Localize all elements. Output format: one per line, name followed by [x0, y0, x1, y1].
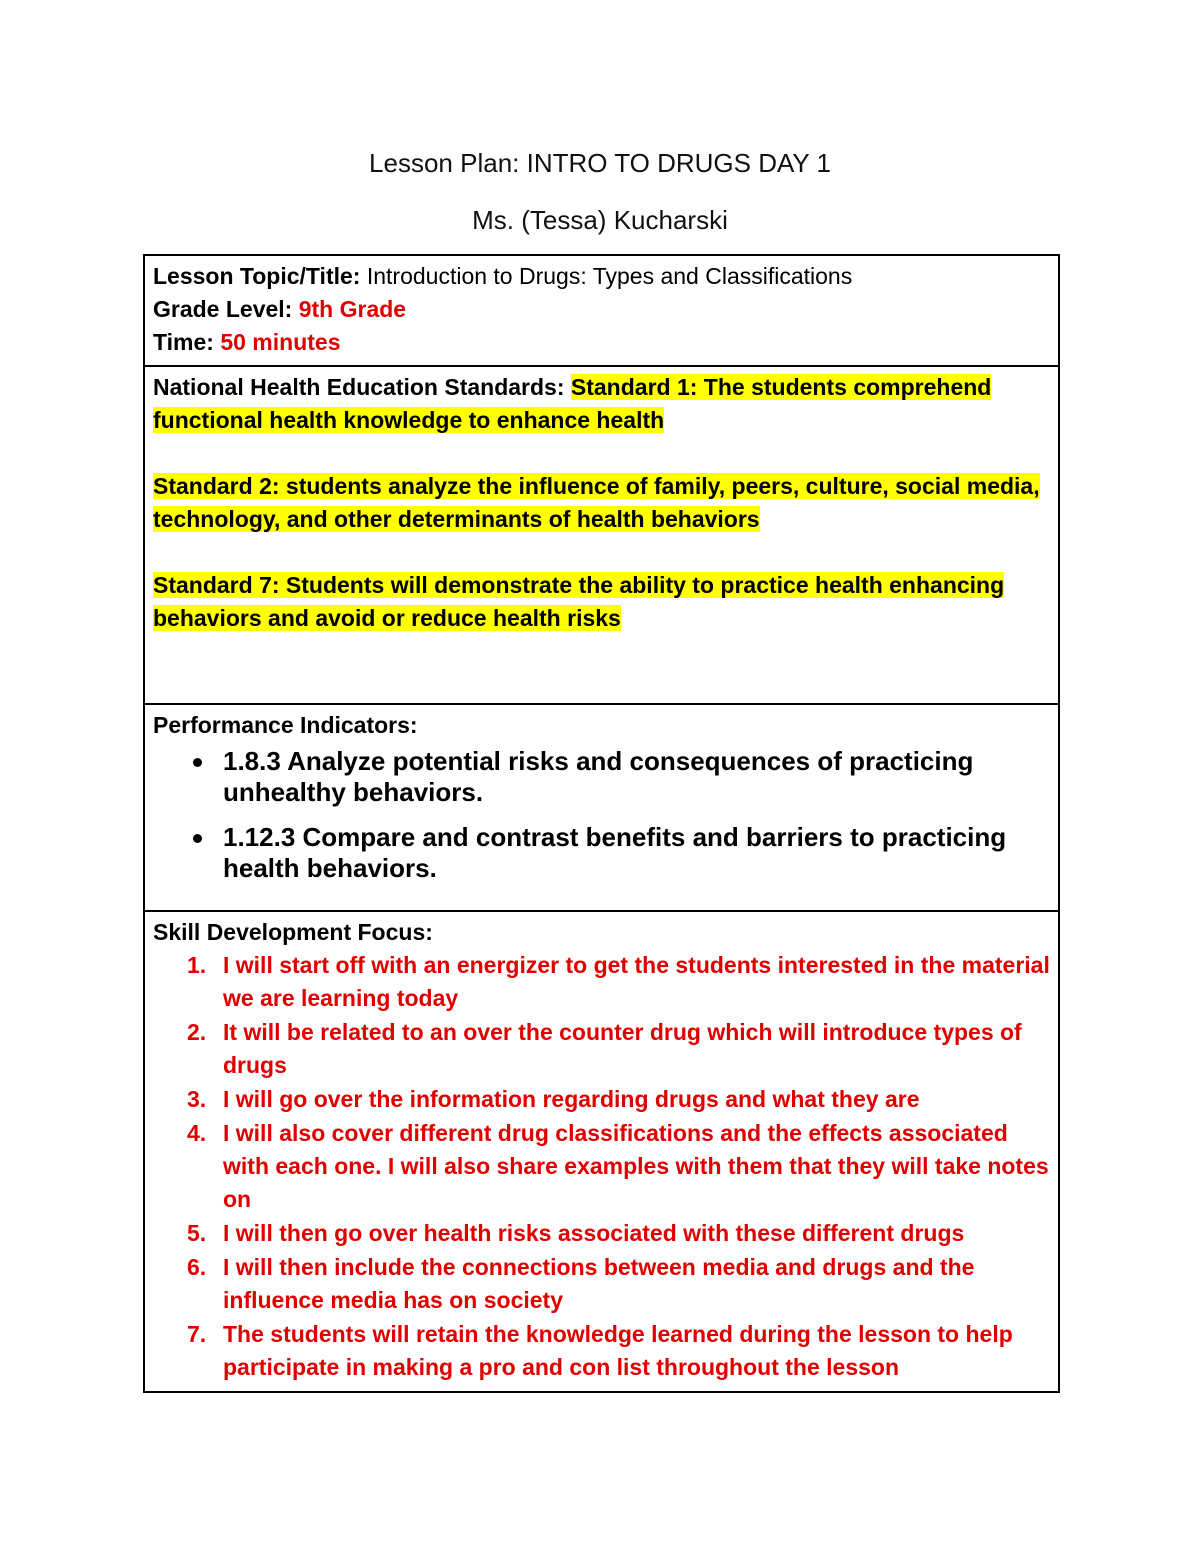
list-item: 7. The students will retain the knowledge learned during the lesson to help participate in making a pro and con list throughout the lesson — [187, 1321, 1013, 1380]
standard-1-block — [153, 371, 1050, 437]
bullet-icon — [193, 834, 202, 843]
list-item: 5. I will then go over health risks associated with these different drugs — [187, 1220, 965, 1246]
list-item: 4. I will also cover different drug classifications and the effects associated with each one. I will also share examples with them that they will take notes on — [187, 1120, 1049, 1212]
skills-label: Skill Development Focus: — [153, 919, 433, 945]
list-item: 3. I will go over the information regarding drugs and what they are — [187, 1086, 920, 1112]
list-item: 2. It will be related to an over the counter drug which will introduce types of drugs — [187, 1019, 1022, 1078]
standard-7: Standard 7: Students will demonstrate the ability to practice health enhancing behaviors and avoid or reduce health risks — [153, 572, 1005, 631]
grade-value: 9th Grade — [292, 296, 407, 322]
bullet-icon — [193, 758, 202, 767]
list-item: 1.8.3 Analyze potential risks and consequences of practicing unhealthy behaviors. — [223, 746, 1050, 808]
topic-value: Introduction to Drugs: Types and Classifications — [360, 263, 853, 289]
list-item: 1. I will start off with an energizer to get the students interested in the material we are learning today — [187, 952, 1050, 1011]
list-item: 1.12.3 Compare and contrast benefits and barriers to practicing health behaviors. — [223, 822, 1050, 884]
skills-cell — [144, 911, 1059, 1392]
performance-cell — [144, 704, 1059, 911]
performance-row — [144, 704, 1059, 911]
list-item: 6. I will then include the connections between media and drugs and the influence media has on society — [187, 1254, 975, 1313]
standard-7-block — [153, 569, 1050, 635]
performance-label: Performance Indicators: — [153, 712, 418, 738]
topic-label: Lesson Topic/Title: — [153, 263, 361, 289]
topic-line — [153, 260, 1050, 293]
time-label: Time: — [153, 329, 214, 355]
info-cell — [144, 255, 1059, 366]
standard-1: Standard 1: The students comprehend functional health knowledge to enhance health — [153, 374, 992, 433]
standard-2: Standard 2: students analyze the influence of family, peers, culture, social media, technology, and other determinants of health behaviors — [153, 473, 1040, 532]
info-row — [144, 255, 1059, 366]
standards-row — [144, 366, 1059, 704]
performance-list — [153, 746, 1050, 884]
standards-label: National Health Education Standards: — [153, 374, 565, 400]
document-title: Lesson Plan: INTRO TO DRUGS DAY 1 — [369, 148, 831, 178]
time-line — [153, 326, 1050, 359]
grade-line — [153, 293, 1050, 326]
time-value: 50 minutes — [213, 329, 341, 355]
teacher-name: Ms. (Tessa) Kucharski — [472, 205, 728, 235]
standards-cell — [144, 366, 1059, 704]
standard-2-block — [153, 470, 1050, 536]
skills-row — [144, 911, 1059, 1392]
skills-list — [153, 949, 1050, 1384]
grade-label: Grade Level: — [153, 296, 293, 322]
lesson-plan-table — [143, 254, 1060, 1393]
